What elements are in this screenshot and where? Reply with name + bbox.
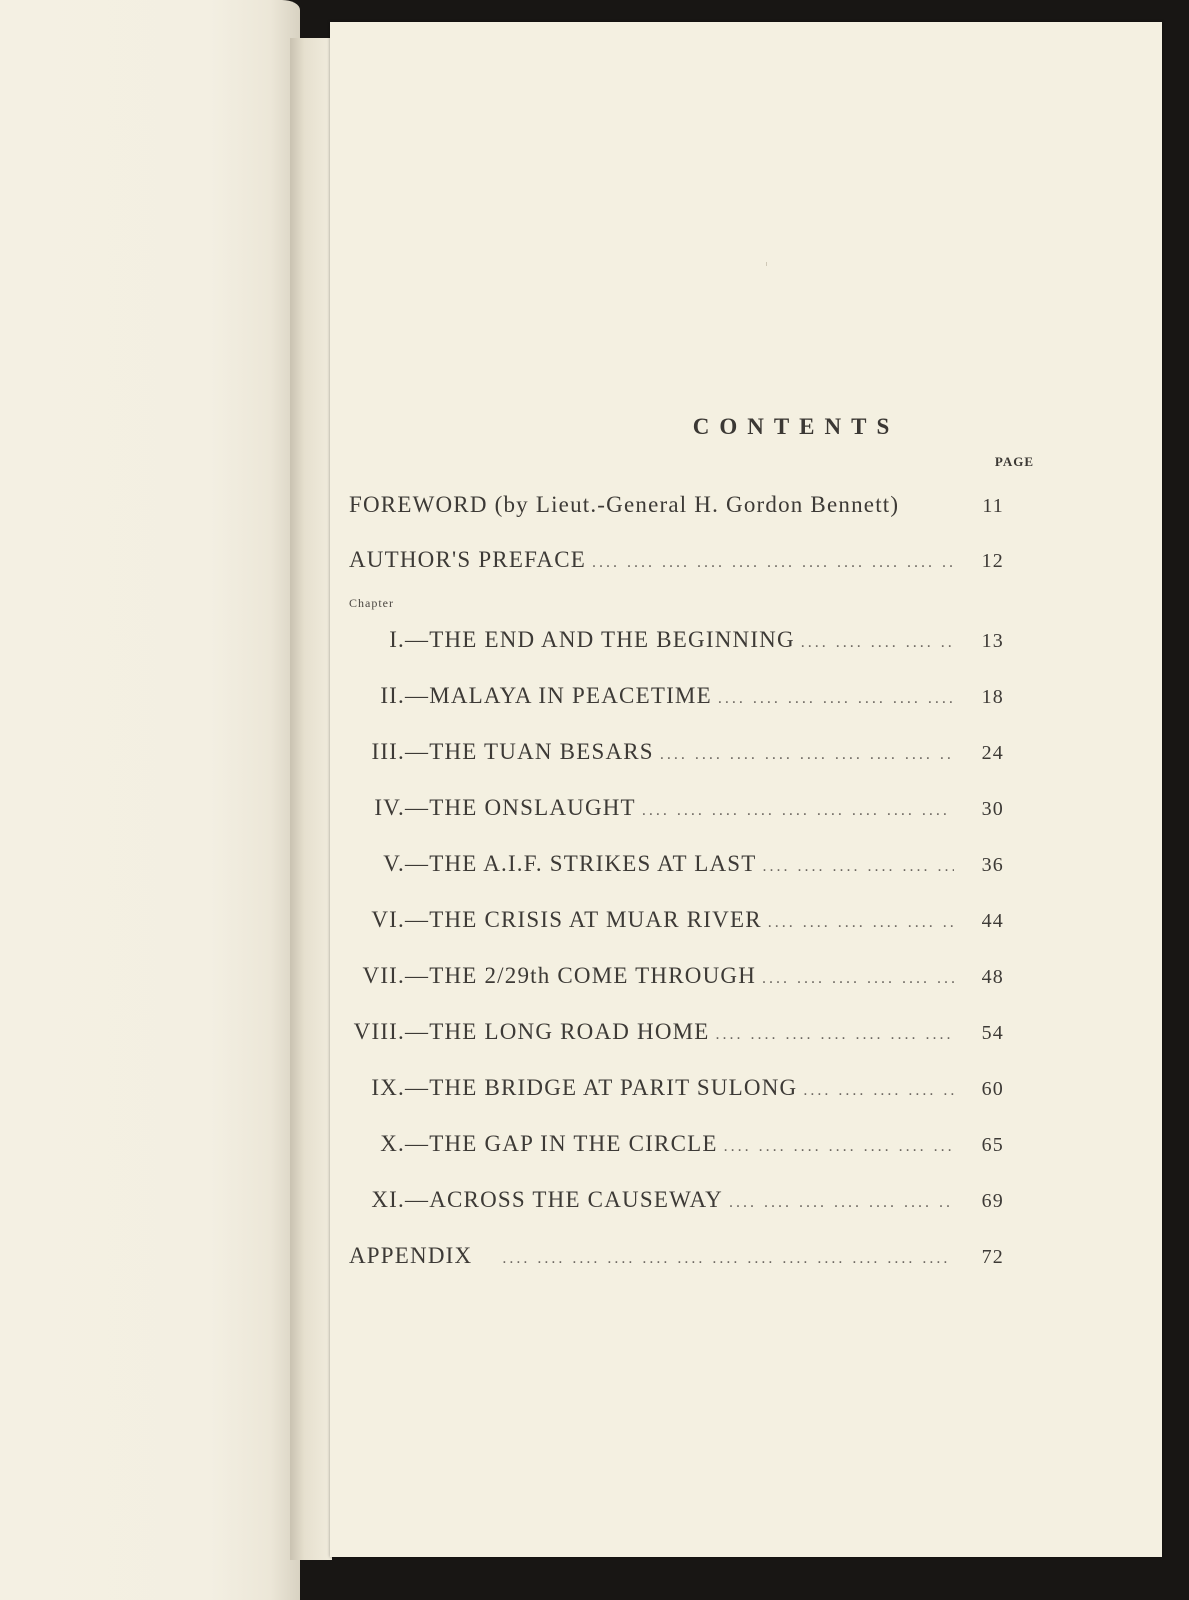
chapter-dash: — — [405, 1019, 430, 1044]
chapter-title: THE ONSLAUGHT — [429, 795, 636, 820]
dot-leader — [502, 1250, 954, 1268]
chapter-dash: — — [405, 683, 430, 708]
chapter-title: THE TUAN BESARS — [429, 739, 654, 764]
toc-row-appendix — [330, 1243, 1004, 1283]
toc-page-number: 24 — [981, 742, 1004, 764]
chapter-title: THE GAP IN THE CIRCLE — [429, 1131, 718, 1156]
toc-page-number: 11 — [982, 495, 1004, 517]
toc-row-chapter — [330, 795, 1004, 835]
contents-title: CONTENTS — [692, 414, 900, 439]
chapter-number: VII. — [362, 963, 405, 988]
toc-row-preface — [330, 547, 1004, 587]
chapter-dash: — — [405, 907, 430, 932]
chapter-number: III. — [371, 739, 405, 764]
dot-leader — [724, 1138, 954, 1156]
chapter-title: THE END AND THE BEGINNING — [429, 627, 795, 652]
chapter-number: IX. — [371, 1075, 405, 1100]
dot-leader — [763, 858, 954, 876]
chapter-dash: — — [405, 795, 430, 820]
chapter-title: THE A.I.F. STRIKES AT LAST — [429, 851, 757, 876]
page-column-header: PAGE — [994, 454, 1034, 469]
chapter-number: X. — [380, 1131, 405, 1156]
chapter-number: VIII. — [353, 1019, 405, 1044]
toc-row-chapter — [330, 1131, 1004, 1171]
toc-title: AUTHOR'S PREFACE — [349, 547, 586, 572]
book-gutter — [290, 38, 332, 1560]
dot-leader — [642, 802, 954, 820]
toc-row-chapter — [330, 851, 1004, 891]
contents-page — [330, 22, 1162, 1557]
toc-page-number: 60 — [981, 1078, 1004, 1100]
toc-row-chapter — [330, 907, 1004, 947]
toc-page-number: 72 — [981, 1246, 1004, 1268]
toc-row-chapter — [330, 1019, 1004, 1059]
chapter-dash: — — [405, 1187, 430, 1212]
toc-page-number: 69 — [981, 1190, 1004, 1212]
chapter-dash: — — [405, 1131, 430, 1156]
chapter-title: THE 2/29th COME THROUGH — [429, 963, 757, 988]
chapter-number: I. — [389, 627, 405, 652]
chapter-dash: — — [405, 739, 430, 764]
chapter-title: THE CRISIS AT MUAR RIVER — [429, 907, 762, 932]
toc-page-number: 54 — [981, 1022, 1004, 1044]
chapter-number: II. — [380, 683, 405, 708]
toc-row-chapter — [330, 1187, 1004, 1227]
chapter-label: Chapter — [349, 596, 394, 610]
chapter-number: VI. — [371, 907, 405, 932]
dot-leader — [718, 690, 954, 708]
dot-leader — [801, 634, 954, 652]
toc-row-chapter — [330, 683, 1004, 723]
toc-row-chapter — [330, 1075, 1004, 1115]
dot-leader — [729, 1194, 954, 1212]
chapter-number: V. — [383, 851, 405, 876]
chapter-dash: — — [405, 851, 430, 876]
toc-page-number: 48 — [981, 966, 1004, 988]
toc-row-chapter — [330, 963, 1004, 1003]
chapter-number: XI. — [371, 1187, 405, 1212]
chapter-title: THE LONG ROAD HOME — [429, 1019, 710, 1044]
toc-page-number: 12 — [981, 550, 1004, 572]
toc-page-number: 65 — [981, 1134, 1004, 1156]
chapter-dash: — — [405, 627, 430, 652]
toc-page-number: 18 — [981, 686, 1004, 708]
left-page — [0, 0, 300, 1600]
dot-leader — [803, 1082, 954, 1100]
toc-page-number: 44 — [981, 910, 1004, 932]
toc-row-chapter — [330, 627, 1004, 667]
chapter-number: IV. — [374, 795, 405, 820]
chapter-dash: — — [405, 1075, 430, 1100]
dot-leader — [762, 970, 954, 988]
dot-leader — [592, 554, 954, 572]
chapter-title: MALAYA IN PEACETIME — [429, 683, 712, 708]
toc-page-number: 13 — [981, 630, 1004, 652]
dot-leader — [660, 746, 954, 764]
toc-row-foreword — [330, 492, 1004, 532]
chapter-title: ACROSS THE CAUSEWAY — [429, 1187, 723, 1212]
toc-title: FOREWORD (by Lieut.-General H. Gordon Bennett) — [349, 492, 900, 517]
paper-speck — [766, 262, 767, 266]
dot-leader — [716, 1026, 954, 1044]
toc-row-chapter — [330, 739, 1004, 779]
toc-page-number: 30 — [981, 798, 1004, 820]
toc-page-number: 36 — [981, 854, 1004, 876]
chapter-dash: — — [405, 963, 430, 988]
chapter-title: THE BRIDGE AT PARIT SULONG — [429, 1075, 798, 1100]
dot-leader — [768, 914, 954, 932]
toc-title: APPENDIX — [349, 1243, 473, 1268]
